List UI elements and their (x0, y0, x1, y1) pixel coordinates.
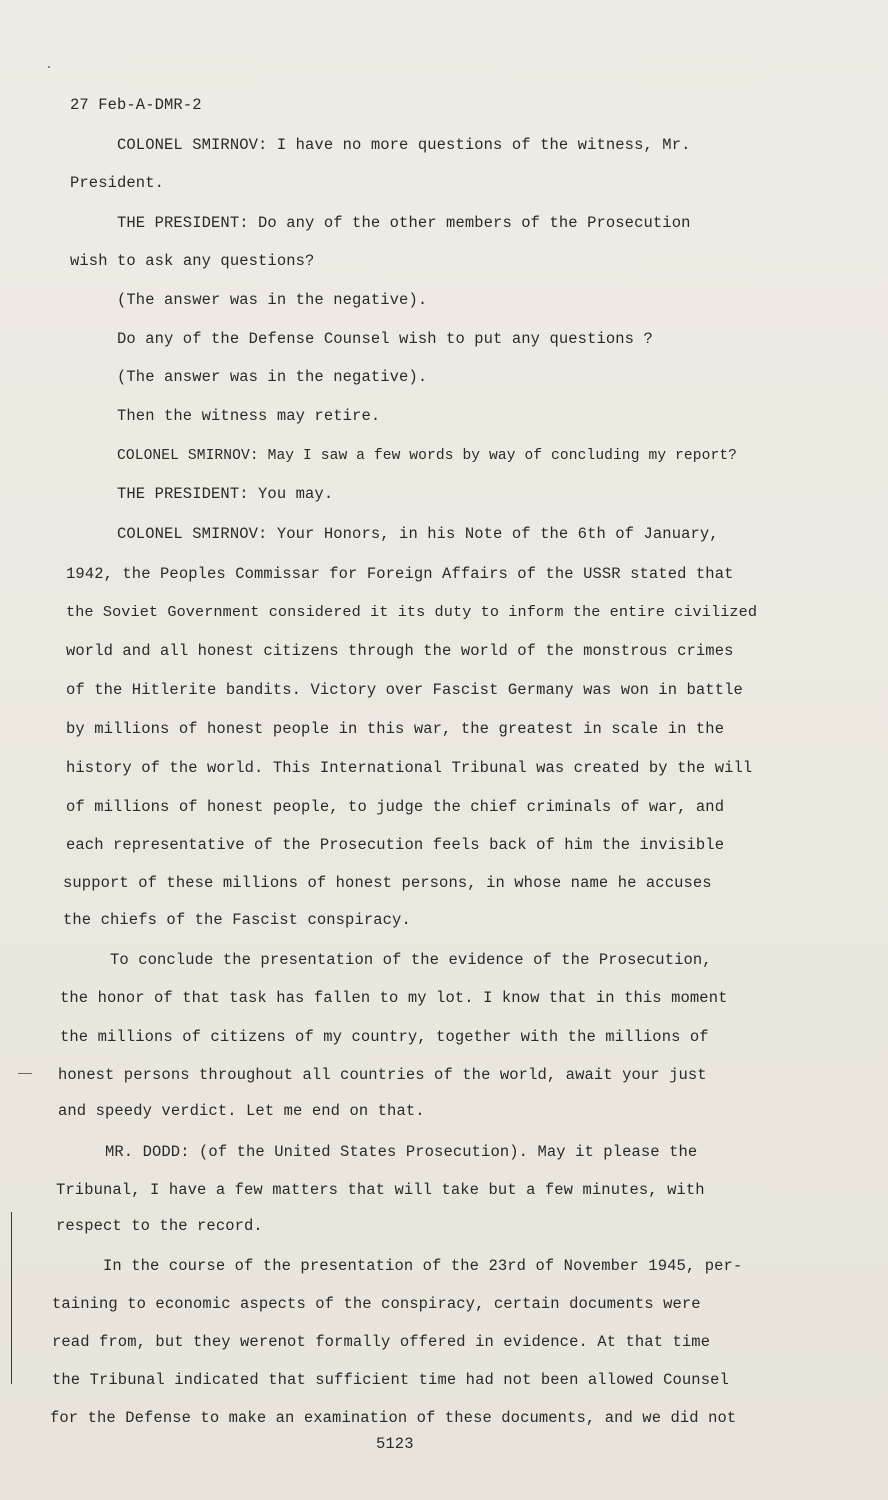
text-line: and speedy verdict. Let me end on that. (58, 1102, 425, 1120)
text-line: President. (70, 174, 165, 192)
margin-line (11, 1212, 12, 1384)
text-line: Then the witness may retire. (117, 407, 381, 425)
text-line: THE PRESIDENT: Do any of the other members of the Prosecution (117, 214, 691, 232)
text-line: To conclude the presentation of the evidence of the Prosecution, (110, 951, 712, 969)
text-line: THE PRESIDENT: You may. (117, 485, 334, 503)
text-line: Do any of the Defense Counsel wish to put any questions ? (117, 330, 653, 348)
text-line: the millions of citizens of my country, together with the millions of (60, 1028, 709, 1046)
text-line: read from, but they werenot formally offered in evidence. At that time (52, 1333, 711, 1351)
text-line: the Soviet Government considered it its duty to inform the entire civilized (66, 603, 758, 621)
text-line: respect to the record. (56, 1217, 263, 1235)
text-line: Tribunal, I have a few matters that will take but a few minutes, with (56, 1181, 705, 1199)
document-header: 27 Feb-A-DMR-2 (70, 96, 202, 114)
text-line: history of the world. This International Tribunal was created by the will (66, 759, 753, 777)
text-line: of millions of honest people, to judge the chief criminals of war, and (66, 798, 725, 816)
ink-speck (48, 66, 50, 68)
text-line: the Tribunal indicated that sufficient time had not been allowed Counsel (52, 1371, 729, 1389)
text-line: (The answer was in the negative). (117, 368, 428, 386)
text-line: COLONEL SMIRNOV: May I saw a few words by way of concluding my report? (117, 448, 738, 464)
text-line: 1942, the Peoples Commissar for Foreign Affairs of the USSR stated that (66, 565, 734, 583)
text-line: world and all honest citizens through the world of the monstrous crimes (66, 642, 734, 660)
page-number: 5123 (376, 1435, 414, 1453)
text-line: the honor of that task has fallen to my lot. I know that in this moment (60, 989, 728, 1007)
text-line: COLONEL SMIRNOV: I have no more questions of the witness, Mr. (117, 136, 691, 154)
text-line: (The answer was in the negative). (117, 291, 428, 309)
text-line: taining to economic aspects of the conspiracy, certain documents were (52, 1295, 701, 1313)
margin-tick-mark (18, 1073, 32, 1074)
text-line: wish to ask any questions? (70, 252, 315, 270)
text-line: COLONEL SMIRNOV: Your Honors, in his Note of the 6th of January, (117, 525, 719, 543)
text-line: honest persons throughout all countries of the world, await your just (58, 1066, 707, 1084)
text-line: each representative of the Prosecution feels back of him the invisible (66, 836, 725, 854)
text-line: the chiefs of the Fascist conspiracy. (63, 911, 411, 929)
text-line: In the course of the presentation of the 23rd of November 1945, per- (103, 1257, 743, 1275)
text-line: support of these millions of honest persons, in whose name he accuses (63, 874, 712, 892)
text-line: by millions of honest people in this war, the greatest in scale in the (66, 720, 725, 738)
text-line: for the Defense to make an examination of these documents, and we did not (50, 1409, 737, 1427)
text-line: of the Hitlerite bandits. Victory over Fascist Germany was won in battle (66, 681, 743, 699)
text-line: MR. DODD: (of the United States Prosecution). May it please the (105, 1143, 698, 1161)
